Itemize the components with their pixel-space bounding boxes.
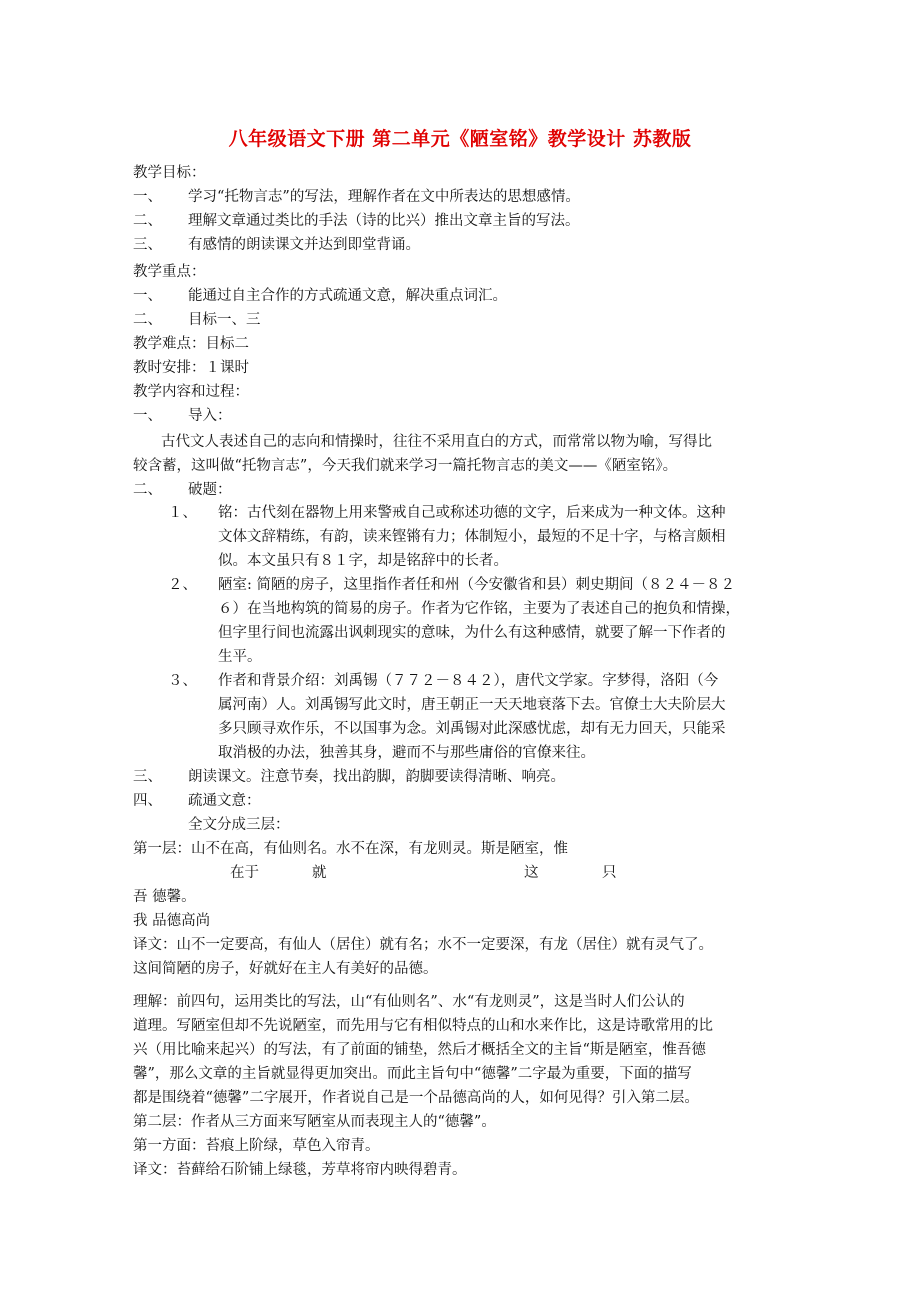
goals-heading: 教学目标： (133, 165, 206, 181)
difficulty-line: 教学难点：目标二 (133, 336, 249, 352)
poti-item-3-line-1: 作者和背景介绍：刘禹锡（７７２－８４２），唐代文学家。字梦得，洛阳（今 (218, 673, 719, 689)
gloss-jiu: 就 (312, 865, 327, 881)
goal-1-text: 学习“托物言志”的写法，理解作者在文中所表达的思想感情。 (188, 189, 580, 205)
aspect-1-line: 第一方面：苔痕上阶绿，草色入帘青。 (133, 1138, 380, 1154)
understanding-line-3: 兴（用比喻来起兴）的写法，有了前面的铺垫，然后才概括全文的主旨“斯是陋室，惟吾德 (133, 1042, 706, 1058)
section-2-label: 破题： (188, 482, 232, 498)
section-1-num: 一、 (133, 408, 162, 424)
poti-item-3-line-4: 取消极的办法，独善其身，避而不与那些庸俗的官僚来往。 (218, 745, 595, 761)
section-2-num: 二、 (133, 482, 162, 498)
section-3-text: 朗读课文。注意节奏，找出韵脚，韵脚要读得清晰、响亮。 (188, 769, 565, 785)
understanding-line-4: 馨”，那么文章的主旨就显得更加突出。而此主旨句中“德馨”二字最为重要，下面的描写 (133, 1066, 692, 1082)
schedule-line: 教时安排：１课时 (133, 360, 249, 376)
layer-1-translation-line-2: 这间简陋的房子，好就好在主人有美好的品德。 (133, 961, 438, 977)
keypoint-2-text: 目标一、三 (188, 312, 261, 328)
section-3-num: 三、 (133, 769, 162, 785)
poti-item-2-num: ２、 (168, 577, 197, 593)
understanding-line-1: 理解：前四句，运用类比的写法，山“有仙则名”、水“有龙则灵”，这是当时人们公认的 (133, 994, 685, 1010)
split-note: 全文分成三层： (188, 817, 290, 833)
layer-1-line: 第一层：山不在高，有仙则名。水不在深，有龙则灵。斯是陋室，惟 (133, 841, 568, 857)
layer-1-continuation: 吾 德馨。 (133, 889, 196, 905)
poti-item-1-line-1: 铭：古代刻在器物上用来警戒自己或称述功德的文字，后来成为一种文体。这种 (218, 505, 726, 521)
goal-3-text: 有感情的朗读课文并达到即堂背诵。 (188, 237, 420, 253)
gloss-zaiyu: 在于 (230, 865, 259, 881)
section-4-text: 疏通文意： (188, 793, 261, 809)
gloss-zhi: 只 (602, 865, 617, 881)
keypoint-2-num: 二、 (133, 312, 162, 328)
intro-para-line-2: 较含蓄，这叫做“托物言志”，今天我们就来学习一篇托物言志的美文——《陋室铭》。 (133, 458, 678, 474)
keypoint-1-num: 一、 (133, 288, 162, 304)
poti-item-1-num: １、 (168, 505, 197, 521)
keypoint-1-text: 能通过自主合作的方式疏通文意，解决重点词汇。 (188, 288, 507, 304)
poti-item-2-line-4: 生平。 (218, 649, 262, 665)
process-heading: 教学内容和过程： (133, 384, 249, 400)
aspect-1-translation: 译文：苔藓给石阶铺上绿毯，芳草将帘内映得碧青。 (133, 1162, 467, 1178)
goal-2-num: 二、 (133, 213, 162, 229)
poti-item-2-line-2: ６）在当地构筑的简易的房子。作者为它作铭，主要为了表述自己的抱负和情操， (218, 601, 740, 617)
layer-1-gloss-line: 我 品德高尚 (133, 913, 211, 929)
poti-item-2-line-3: 但字里行间也流露出讽刺现实的意味，为什么有这种感情，就要了解一下作者的 (218, 625, 726, 641)
poti-item-1-line-3: 似。本文虽只有８１字，却是铭辞中的长者。 (218, 553, 508, 569)
poti-item-2-line-1: 陋室: 简陋的房子，这里指作者任和州（今安徽省和县）刺史期间（８２４－８２ (218, 577, 735, 593)
poti-item-3-line-2: 属河南）人。刘禹锡写此文时，唐王朝正一天天地衰落下去。官僚士大夫阶层大 (218, 697, 726, 713)
section-1-label: 导入： (188, 408, 232, 424)
understanding-line-2: 道理。写陋室但却不先说陋室，而先用与它有相似特点的山和水来作比，这是诗歌常用的比 (133, 1018, 713, 1034)
document-title: 八年级语文下册 第二单元《陋室铭》教学设计 苏教版 (228, 128, 692, 150)
goal-2-text: 理解文章通过类比的手法（诗的比兴）推出文章主旨的写法。 (188, 213, 580, 229)
layer-1-translation-line-1: 译文：山不一定要高，有仙人（居住）就有名；水不一定要深，有龙（居住）就有灵气了。 (133, 937, 713, 953)
poti-item-3-num: ３、 (168, 673, 197, 689)
goal-1-num: 一、 (133, 189, 162, 205)
layer-2-line: 第二层：作者从三方面来写陋室从而表现主人的“德馨”。 (133, 1114, 496, 1130)
goal-3-num: 三、 (133, 237, 162, 253)
understanding-line-5: 都是围绕着“德馨”二字展开，作者说自己是一个品德高尚的人，如何见得？引入第二层。 (133, 1090, 699, 1106)
poti-item-3-line-3: 多只顾寻欢作乐，不以国事为念。刘禹锡对此深感忧虑，却有无力回天，只能采 (218, 721, 726, 737)
keypoints-heading: 教学重点： (133, 264, 206, 280)
section-4-num: 四、 (133, 793, 162, 809)
intro-para-line-1: 古代文人表述自己的志向和情操时，往往不采用直白的方式，而常常以物为喻，写得比 (161, 434, 712, 450)
gloss-zhe: 这 (524, 865, 539, 881)
poti-item-1-line-2: 文体文辞精练，有韵，读来铿锵有力；体制短小，最短的不足十字，与格言颇相 (218, 529, 726, 545)
